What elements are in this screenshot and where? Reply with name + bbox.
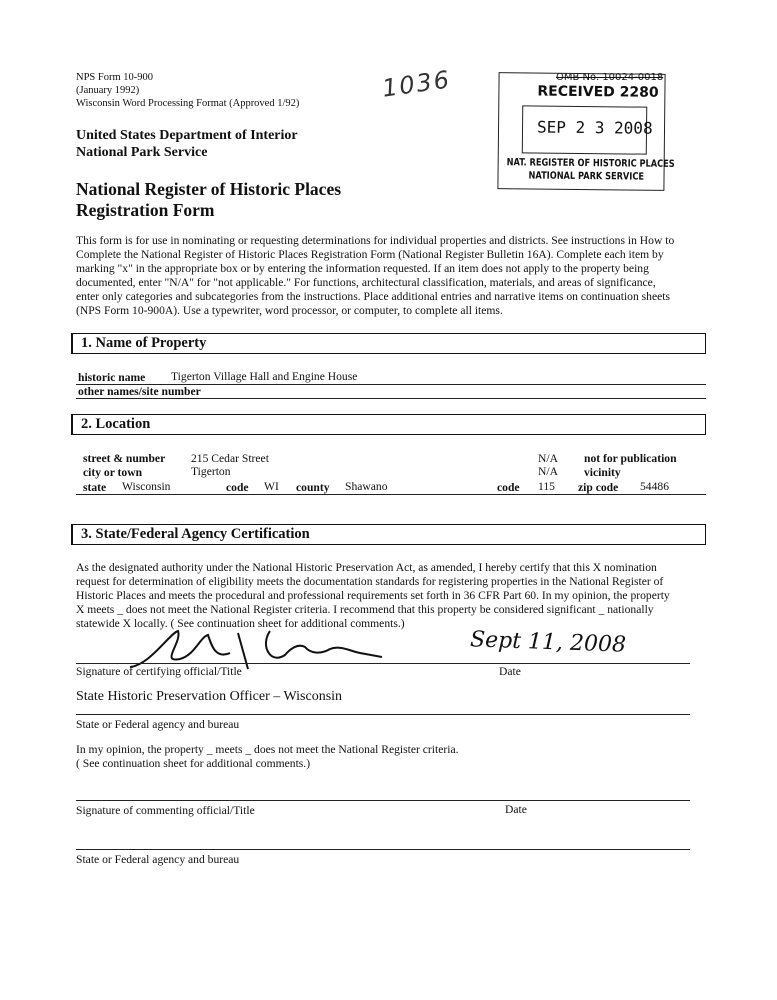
commenting-signature-label: Signature of commenting official/Title — [76, 804, 255, 817]
agency-label: State or Federal agency and bureau — [76, 718, 240, 731]
zip-value[interactable]: 54486 — [640, 480, 669, 493]
opinion-line-2: ( See continuation sheet for additional comments.) — [76, 757, 311, 770]
historic-name-value[interactable]: Tigerton Village Hall and Engine House — [171, 370, 358, 383]
other-names-label: other names/site number — [78, 385, 201, 398]
cert-line-3: Historic Places and meets the procedural and professional requirements set forth in 36 CFR Part 60. In my opinion, the property — [76, 589, 670, 602]
stamp-date: SEP 2 3 2008 — [536, 117, 653, 138]
agency-label-2: State or Federal agency and bureau — [76, 853, 240, 866]
street-na: N/A — [538, 452, 558, 465]
street-value[interactable]: 215 Cedar Street — [191, 452, 269, 465]
opinion-line-1: In my opinion, the property _ meets _ does not meet the National Register criteria. — [76, 743, 459, 756]
section-2-title: 2. Location — [81, 416, 151, 432]
section-1-header — [71, 333, 706, 354]
divider — [76, 494, 706, 495]
state-code-label: code — [226, 481, 249, 494]
intro-line-2: Complete the National Register of Historic Places Registration Form (National Register Bulletin 16A). Complete each item by — [76, 248, 664, 261]
service-name: National Park Service — [76, 145, 208, 160]
intro-line-6: (NPS Form 10-900A). Use a typewriter, word processor, or computer, to complete all items. — [76, 304, 503, 317]
handwritten-number: 1036 — [380, 65, 453, 103]
agency-line-2 — [76, 849, 690, 850]
form-number: NPS Form 10-900 — [76, 72, 154, 83]
section-1-title: 1. Name of Property — [81, 335, 207, 351]
handwritten-date: Sept 11, 2008 — [469, 627, 627, 658]
county-code-value[interactable]: 115 — [538, 480, 555, 493]
intro-line-3: marking "x" in the appropriate box or by entering the information requested. If an item does not apply to the property being — [76, 262, 649, 275]
zip-label: zip code — [578, 481, 619, 494]
section-3-title: 3. State/Federal Agency Certification — [81, 526, 310, 542]
state-value[interactable]: Wisconsin — [122, 480, 171, 493]
stamp-line-1: NAT. REGISTER OF HISTORIC PLACES — [506, 157, 675, 170]
date-label: Date — [499, 665, 521, 678]
city-na: N/A — [538, 465, 558, 478]
stamp-line-2: NATIONAL PARK SERVICE — [528, 170, 645, 183]
cert-line-1: As the designated authority under the National Historic Preservation Act, as amended, I hereby certify that this X nomination — [76, 561, 657, 574]
commenting-signature-line — [76, 800, 690, 801]
signature-line — [76, 663, 690, 664]
historic-name-label: historic name — [78, 371, 146, 384]
signature-label: Signature of certifying official/Title — [76, 665, 242, 678]
form-date: (January 1992) — [76, 85, 140, 96]
state-code-value[interactable]: WI — [264, 480, 279, 493]
agency-line — [76, 714, 690, 715]
divider — [76, 398, 706, 399]
intro-line-4: documented, enter "N/A" for "not applicable." For functions, architectural classification, materials, and areas of significance, — [76, 276, 656, 289]
page-title: National Register of Historic Places — [76, 179, 342, 199]
stamp-date-box — [522, 105, 653, 154]
section-2-header — [71, 414, 706, 435]
county-code-label: code — [497, 481, 520, 494]
county-label: county — [296, 481, 330, 494]
intro-line-1: This form is for use in nominating or requesting determinations for individual properties and districts. See instructions in How to — [76, 234, 675, 247]
cert-line-4: X meets _ does not meet the National Register criteria. I recommend that this property be considered significant _ nationally — [76, 603, 654, 616]
commenting-date-label: Date — [505, 803, 527, 816]
vicinity-label: vicinity — [584, 466, 621, 479]
format-note: Wisconsin Word Processing Format (Approved 1/92) — [76, 98, 300, 109]
page-subtitle: Registration Form — [76, 200, 215, 220]
section-3-header — [71, 524, 706, 545]
received-stamp — [497, 72, 675, 191]
omb-number: OMB No. 10024-0018 — [556, 72, 664, 83]
street-label: street & number — [83, 452, 166, 465]
county-value[interactable]: Shawano — [345, 480, 388, 493]
state-label: state — [83, 481, 107, 494]
cert-line-5: statewide X locally. ( See continuation sheet for additional comments.) — [76, 617, 405, 630]
department-name: United States Department of Interior — [76, 128, 298, 143]
intro-line-5: enter only categories and subcategories from the instructions. Place additional entries and narrative items on continuation sheets — [76, 290, 670, 303]
officer-title[interactable]: State Historic Preservation Officer – Wisconsin — [76, 689, 343, 704]
city-label: city or town — [83, 466, 143, 479]
stamp-received: RECEIVED 2280 — [537, 83, 659, 101]
cert-line-2: request for determination of eligibility meets the documentation standards for registering properties in the National Register of — [76, 575, 664, 588]
not-for-publication-label: not for publication — [584, 452, 677, 465]
city-value[interactable]: Tigerton — [191, 465, 231, 478]
